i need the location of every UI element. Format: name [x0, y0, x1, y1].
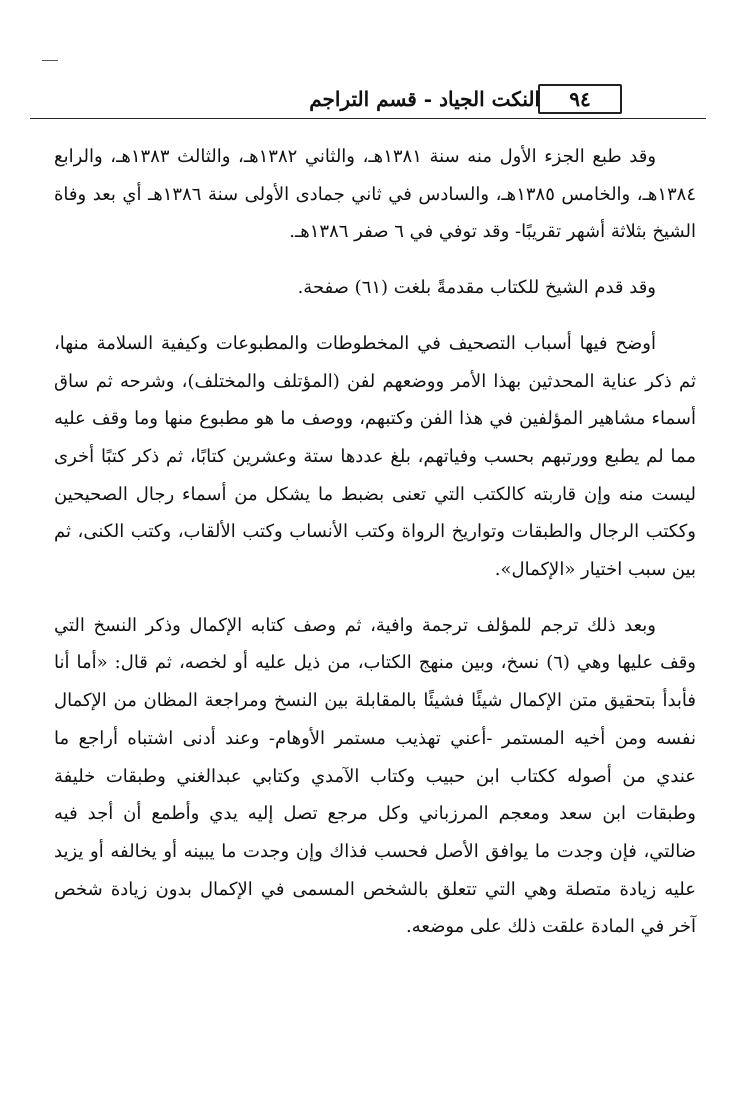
header-rule — [30, 118, 706, 119]
body-text — [54, 138, 696, 964]
paragraph-introduction-contents: أوضح فيها أسباب التصحيف في المخطوطات والمطبوعات وكيفية السلامة منها، ثم ذكر عناية المحدثين بهذا الأمر ووضعهم لفن (المؤتلف والمختلف)، وشرحه ثم ساق أسماء مشاهير المؤلفين في هذا الفن وكتبهم، ووصف ما هو مطبوع منها وما وقف عليه مما لم يطبع وورتبهم بحسب وفياتهم، بلغ عددها ستة وعشرين كتابًا، ثم ذكر كتبًا أخرى ليست منه وإن قاربته كالكتب التي تعنى بضبط ما يشكل من أسماء رجال الصحيحين وككتب الرجال والطبقات وتواريخ الرواة وكتب الأنساب وكتب الألقاب، وكتب الكنى، ثم بين سبب اختيار «الإكمال». — [54, 332, 696, 581]
running-title: النكت الجياد - قسم التراجم — [309, 87, 540, 111]
page-number: ٩٤ — [538, 84, 622, 114]
paragraph-printing-dates: وقد طبع الجزء الأول منه سنة ١٣٨١هـ، والثاني ١٣٨٢هـ، والثالث ١٣٨٣هـ، والرابع ١٣٨٤هـ، والخامس ١٣٨٥هـ، والسادس في ثاني جمادى الأولى سنة ١٣٨٦هـ أي بعد وفاة الشيخ بثلاثة أشهر تقريبًا- وقد توفي في ٦ صفر ١٣٨٦هـ. — [54, 146, 697, 243]
crop-mark — [42, 60, 58, 61]
paragraph-method: وبعد ذلك ترجم للمؤلف ترجمة وافية، ثم وصف كتابه الإكمال وذكر النسخ التي وقف عليها وهي (٦) نسخ، وبين منهج الكتاب، من ذيل عليه أو لخصه، ثم قال: «أما أنا فأبدأ بتحقيق متن الإكمال شيئًا فشيئًا بالمقابلة بين النسخ ومراجعة المظان من الإكمال نفسه ومن أخيه المستمر -أعني تهذيب مستمر الأوهام- وعند أدنى اشتباه أراجع ما عندي من أصوله ككتاب ابن حبيب وكتاب الآمدي وكتابي عبدالغني وطبقات خليفة وطبقات ابن سعد ومعجم المرزباني وكل مرجع تصل إليه يدي وأطمع أن أجد فيه ضالتي، فإن وجدت ما يوافق الأصل فحسب فذاك وإن وجدت ما يبينه أو يخالفه أو يزيد عليه زيادة متصلة وهي التي تتعلق بالشخص المسمى في الإكمال بدون زيادة شخص آخر في المادة علقت ذلك على موضعه. — [54, 614, 697, 938]
page-header — [30, 70, 706, 130]
paragraph-introduction-length: وقد قدم الشيخ للكتاب مقدمةً بلغت (٦١) صفحة. — [297, 277, 656, 299]
